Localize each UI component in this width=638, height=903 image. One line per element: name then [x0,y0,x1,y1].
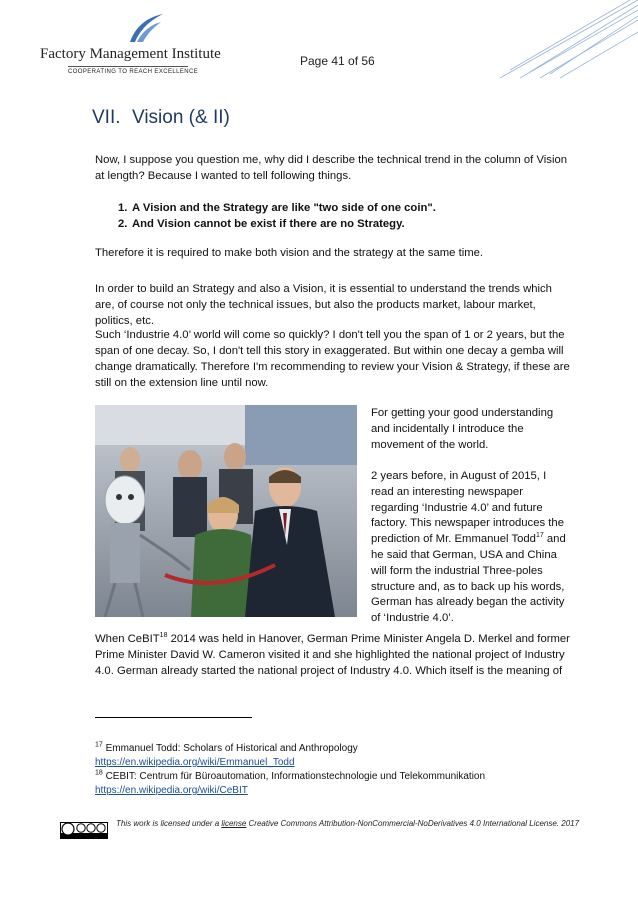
paragraph-both-vision-strategy: Therefore it is required to make both vision and the strategy at the same time. [95,247,484,259]
page-number: Page 41 of 56 [300,54,375,68]
paragraph-cebit: When CeBIT$^{18}$ 2014 was held in Hanover, German Prime Minister Angela D. Merkel and former Prime Minister David W. Cameron visited it and she highlighted the national project of Industry 4.0. German already started the national project of Industry 4.0. Which itself is the meaning of [95,632,570,677]
key-points-list [118,200,436,232]
section-title: Vision (& II) [132,107,230,128]
footnote-18: $^{18}$ CEBIT: Centrum für Büroautomation, Informationstechnologie und Telekommunikation [95,769,486,782]
logo-name: Factory Management Institute [40,46,221,62]
footnote-ref-17[interactable]: 17 [535,532,544,540]
corner-decoration-lines [490,0,638,80]
logo-swoosh-icon [125,12,165,46]
cc-by-nc-nd-icon[interactable] [60,822,108,839]
paragraph-industrie-world: Such ‘Industrie 4.0’ world will come so quickly? I don't tell you the span of 1 or 2 years, but the span of one decay. So, I don't tell this story in exaggerated. But within one decay a gemba will change dramatically. Therefore I'm recommending to review your Vision & Strategy, if these are still on the extension line until now. [95,329,570,389]
footnote-18-link[interactable]: https://en.wikipedia.org/wiki/CeBIT [95,785,248,796]
footnote-ref-18[interactable]: 18 [159,632,168,640]
institute-logo [40,12,221,80]
intro-paragraph: Now, I suppose you question me, why did I describe the technical trend in the column of Vision at length? Because I wanted to tell following things. [95,154,568,182]
logo-tagline: COOPERATING TO REACH EXCELLENCE [68,69,199,75]
cebit-photo [95,405,357,617]
list-item: 1. A Vision and the Strategy are like "two side of one coin". [118,202,436,214]
list-item: 2. And Vision cannot be exist if there are no Strategy. [118,218,405,230]
side-paragraph-todd: 2 years before, in August of 2015, I read an interesting newspaper regarding ‘Industrie 4.0’ and future factory. This newspaper introduces the prediction of Mr. Emmanuel Todd$^{17}$ and he said that German, USA and China will form the industrial Three-poles structure and, as to back up his words, German has already began the activity of ‘Industrie 4.0’. [371,470,566,625]
paragraph-trends: In order to build an Strategy and also a Vision, it is essential to understand the trends which are, of course not only the technical issues, but also the products market, labour market, politics, etc. [95,283,552,327]
logo-divider [68,66,188,67]
side-paragraph-intro: For getting your good understanding and incidentally I introduce the movement of the world. [371,407,554,451]
footnote-17: $^{17}$ Emmanuel Todd: Scholars of Historical and Anthropology [95,741,358,754]
section-numeral: VII. [92,107,121,128]
footnote-separator [95,717,252,718]
footnote-17-link[interactable]: https://en.wikipedia.org/wiki/Emmanuel_Todd [95,757,295,768]
license-link[interactable]: license [221,819,247,828]
license-text: This work is licensed under a license Creative Commons Attribution-NonCommercial-NoDerivatives 4.0 International License. 2017 [116,819,580,828]
section-heading [92,107,230,129]
